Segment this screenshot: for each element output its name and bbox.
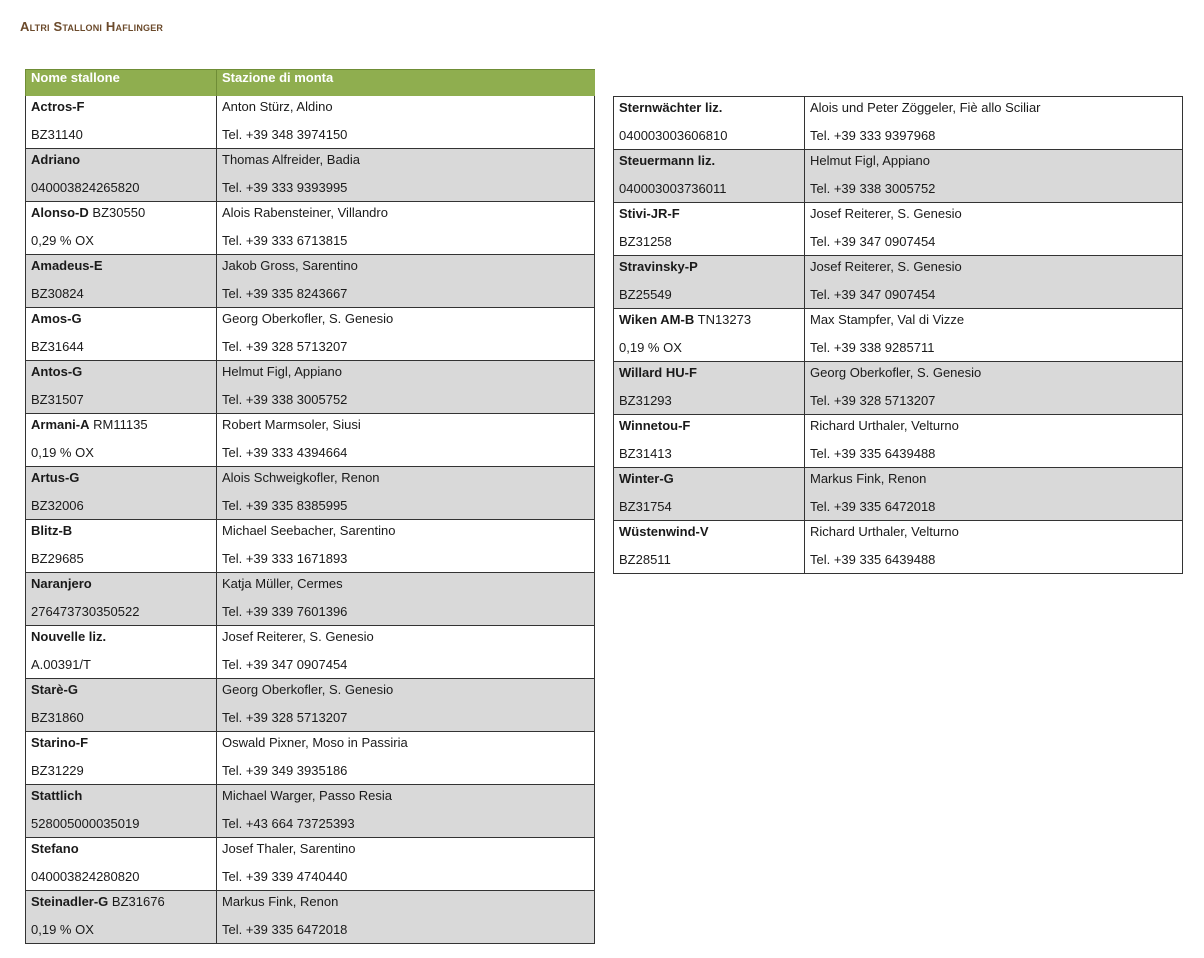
stallion-line1 (31, 361, 211, 387)
station-name: Richard Urthaler, Velturno (810, 524, 959, 539)
table-row (26, 838, 595, 891)
station-name: Markus Fink, Renon (222, 894, 339, 909)
stallion-name: Stefano (31, 841, 79, 856)
stallion-line1 (31, 255, 211, 281)
stallion-cell (26, 573, 217, 626)
table-row (614, 362, 1183, 415)
stallion-line1 (31, 732, 211, 758)
station-name: Jakob Gross, Sarentino (222, 258, 358, 273)
stallion-line1 (619, 521, 799, 547)
table-row (614, 150, 1183, 203)
station-phone: Tel. +39 347 0907454 (222, 657, 348, 672)
station-cell (805, 150, 1183, 203)
table-row (614, 521, 1183, 574)
station-cell (805, 309, 1183, 362)
stallion-id: 040003003606810 (619, 128, 728, 143)
table-row (614, 97, 1183, 150)
stallion-id: BZ31258 (619, 234, 672, 249)
station-cell (217, 467, 595, 520)
stallion-line1 (31, 838, 211, 864)
page-title: Altri Stalloni Haflinger (20, 19, 164, 34)
table-row (26, 573, 595, 626)
stallion-table-left (25, 69, 595, 944)
station-phone: Tel. +39 335 6439488 (810, 552, 936, 567)
stallion-id: BZ31293 (619, 393, 672, 408)
stallion-id: BZ25549 (619, 287, 672, 302)
station-name: Anton Stürz, Aldino (222, 99, 333, 114)
stallion-name: Wüstenwind-V (619, 524, 709, 539)
stallion-id: BZ31413 (619, 446, 672, 461)
stallion-line1 (619, 362, 799, 388)
station-name: Katja Müller, Cermes (222, 576, 343, 591)
station-name: Richard Urthaler, Velturno (810, 418, 959, 433)
station-phone: Tel. +39 333 9397968 (810, 128, 936, 143)
station-phone: Tel. +39 333 6713815 (222, 233, 348, 248)
stallion-id: BZ28511 (619, 552, 671, 567)
stallion-id: BZ31507 (31, 392, 84, 407)
stallion-cell (26, 202, 217, 255)
stallion-name: Nouvelle liz. (31, 629, 107, 644)
station-cell (805, 362, 1183, 415)
stallion-name: Blitz-B (31, 523, 73, 538)
station-phone: Tel. +39 347 0907454 (810, 287, 936, 302)
station-name: Helmut Figl, Appiano (222, 364, 342, 379)
station-phone: Tel. +39 328 5713207 (222, 710, 348, 725)
stallion-line1 (31, 96, 211, 122)
stallion-cell (26, 891, 217, 944)
station-phone: Tel. +39 335 6472018 (810, 499, 936, 514)
stallion-cell (26, 520, 217, 573)
station-cell (805, 97, 1183, 150)
table-row (26, 891, 595, 944)
table-row (26, 361, 595, 414)
table-row (26, 255, 595, 308)
stallion-name: Artus-G (31, 470, 80, 485)
station-name: Alois Schweigkofler, Renon (222, 470, 380, 485)
stallion-id: BZ29685 (31, 551, 84, 566)
stallion-line1 (31, 891, 211, 917)
stallion-id: BZ31644 (31, 339, 84, 354)
station-phone: Tel. +39 347 0907454 (810, 234, 936, 249)
stallion-id: BZ30824 (31, 286, 84, 301)
stallion-table-right (613, 96, 1183, 574)
station-name: Alois und Peter Zöggeler, Fiè allo Sciliar (810, 100, 1041, 115)
stallion-cell (26, 308, 217, 361)
stallion-cell (614, 468, 805, 521)
stallion-name: Armani-A (31, 417, 90, 432)
station-phone: Tel. +39 338 3005752 (810, 181, 936, 196)
stallion-name: Willard HU-F (619, 365, 697, 380)
station-phone: Tel. +39 335 8243667 (222, 286, 348, 301)
stallion-cell (614, 150, 805, 203)
station-name: Josef Reiterer, S. Genesio (810, 206, 962, 221)
stallion-line1 (31, 308, 211, 334)
station-cell (217, 573, 595, 626)
station-cell (217, 202, 595, 255)
station-name: Max Stampfer, Val di Vizze (810, 312, 965, 327)
table-row (614, 415, 1183, 468)
stallion-id: A.00391/T (31, 657, 91, 672)
stallion-name: Amos-G (31, 311, 82, 326)
table-row (26, 149, 595, 202)
station-phone: Tel. +39 335 6439488 (810, 446, 936, 461)
station-cell (217, 361, 595, 414)
stallion-id: BZ31140 (31, 127, 83, 142)
table-row (26, 679, 595, 732)
stallion-line1 (619, 97, 799, 123)
stallion-cell (26, 255, 217, 308)
station-cell (217, 891, 595, 944)
station-cell (217, 255, 595, 308)
table-header-row (26, 70, 595, 97)
stallion-name: Stivi-JR-F (619, 206, 680, 221)
station-cell (217, 626, 595, 679)
stallion-id: 0,29 % OX (31, 233, 94, 248)
station-name: Oswald Pixner, Moso in Passiria (222, 735, 408, 750)
header-station: Stazione di monta (217, 70, 595, 97)
stallion-cell (614, 256, 805, 309)
station-cell (217, 414, 595, 467)
stallion-name: Amadeus-E (31, 258, 103, 273)
stallion-id: 0,19 % OX (619, 340, 682, 355)
station-name: Michael Warger, Passo Resia (222, 788, 393, 803)
station-cell (217, 838, 595, 891)
stallion-name: Steinadler-G (31, 894, 109, 909)
station-name: Robert Marmsoler, Siusi (222, 417, 361, 432)
table-row (26, 414, 595, 467)
stallion-id: 0,19 % OX (31, 445, 94, 460)
station-name: Georg Oberkofler, S. Genesio (810, 365, 982, 380)
stallion-line1 (619, 203, 799, 229)
station-phone: Tel. +39 338 3005752 (222, 392, 348, 407)
stallion-line1 (31, 414, 211, 440)
stallion-id: 528005000035019 (31, 816, 140, 831)
stallion-name: Starino-F (31, 735, 89, 750)
station-cell (217, 149, 595, 202)
stallion-name: Winter-G (619, 471, 674, 486)
station-cell (217, 785, 595, 838)
stallion-name: Alonso-D (31, 205, 89, 220)
stallion-id: 040003824280820 (31, 869, 140, 884)
stallion-code: RM11135 (93, 417, 148, 432)
stallion-line1 (31, 149, 211, 175)
table-row (26, 467, 595, 520)
table-row (614, 203, 1183, 256)
stallion-line1 (31, 573, 211, 599)
table-row (614, 468, 1183, 521)
stallion-id: 040003003736011 (619, 181, 727, 196)
station-phone: Tel. +43 664 73725393 (222, 816, 355, 831)
stallion-line1 (31, 202, 211, 228)
stallion-id: 276473730350522 (31, 604, 140, 619)
stallion-code: BZ30550 (92, 205, 146, 220)
station-phone: Tel. +39 349 3935186 (222, 763, 348, 778)
station-phone: Tel. +39 338 9285711 (810, 340, 935, 355)
stallion-cell (614, 362, 805, 415)
station-name: Markus Fink, Renon (810, 471, 927, 486)
station-name: Georg Oberkofler, S. Genesio (222, 311, 394, 326)
station-phone: Tel. +39 333 1671893 (222, 551, 348, 566)
table-row (614, 309, 1183, 362)
table-row (26, 626, 595, 679)
stallion-line1 (619, 415, 799, 441)
station-phone: Tel. +39 328 5713207 (222, 339, 348, 354)
stallion-id: BZ32006 (31, 498, 84, 513)
header-name: Nome stallone (26, 70, 217, 97)
stallion-cell (614, 415, 805, 468)
station-phone: Tel. +39 335 6472018 (222, 922, 348, 937)
station-name: Georg Oberkofler, S. Genesio (222, 682, 394, 697)
station-phone: Tel. +39 333 9393995 (222, 180, 348, 195)
stallion-cell (26, 838, 217, 891)
station-name: Helmut Figl, Appiano (810, 153, 930, 168)
stallion-id: BZ31860 (31, 710, 84, 725)
station-name: Thomas Alfreider, Badia (222, 152, 361, 167)
station-cell (217, 96, 595, 149)
stallion-line1 (31, 626, 211, 652)
station-name: Josef Thaler, Sarentino (222, 841, 356, 856)
stallion-line1 (619, 468, 799, 494)
station-cell (805, 203, 1183, 256)
table-row (26, 96, 595, 149)
stallion-line1 (31, 785, 211, 811)
stallion-line1 (619, 256, 799, 282)
stallion-line1 (619, 150, 799, 176)
stallion-name: Winnetou-F (619, 418, 691, 433)
station-name: Josef Reiterer, S. Genesio (810, 259, 962, 274)
station-cell (805, 256, 1183, 309)
stallion-id: 0,19 % OX (31, 922, 94, 937)
table-row (26, 308, 595, 361)
table-row (26, 202, 595, 255)
table-row (614, 256, 1183, 309)
station-cell (217, 308, 595, 361)
stallion-name: Wiken AM-B (619, 312, 695, 327)
stallion-cell (26, 732, 217, 785)
station-cell (805, 415, 1183, 468)
stallion-name: Actros-F (31, 99, 85, 114)
stallion-name: Naranjero (31, 576, 92, 591)
stallion-name: Adriano (31, 152, 81, 167)
stallion-cell (26, 626, 217, 679)
stallion-id: BZ31229 (31, 763, 84, 778)
table-row (26, 732, 595, 785)
stallion-name: Stattlich (31, 788, 83, 803)
stallion-name: Starè-G (31, 682, 78, 697)
station-cell (805, 521, 1183, 574)
station-cell (805, 468, 1183, 521)
stallion-cell (26, 414, 217, 467)
stallion-name: Sternwächter liz. (619, 100, 723, 115)
station-cell (217, 732, 595, 785)
station-cell (217, 520, 595, 573)
stallion-name: Stravinsky-P (619, 259, 698, 274)
stallion-line1 (619, 309, 799, 335)
stallion-code: TN13273 (697, 312, 752, 327)
station-cell (217, 679, 595, 732)
stallion-cell (614, 203, 805, 256)
stallion-name: Antos-G (31, 364, 83, 379)
stallion-id: 040003824265820 (31, 180, 140, 195)
station-name: Alois Rabensteiner, Villandro (222, 205, 388, 220)
station-phone: Tel. +39 328 5713207 (810, 393, 936, 408)
stallion-name: Steuermann liz. (619, 153, 716, 168)
stallion-id: BZ31754 (619, 499, 672, 514)
station-phone: Tel. +39 335 8385995 (222, 498, 348, 513)
table-row (26, 785, 595, 838)
stallion-cell (614, 309, 805, 362)
stallion-line1 (31, 467, 211, 493)
stallion-line1 (31, 520, 211, 546)
stallion-cell (614, 97, 805, 150)
stallion-cell (26, 149, 217, 202)
station-phone: Tel. +39 333 4394664 (222, 445, 348, 460)
station-phone: Tel. +39 339 7601396 (222, 604, 348, 619)
station-name: Michael Seebacher, Sarentino (222, 523, 396, 538)
stallion-cell (614, 521, 805, 574)
station-name: Josef Reiterer, S. Genesio (222, 629, 374, 644)
stallion-cell (26, 96, 217, 149)
stallion-line1 (31, 679, 211, 705)
stallion-cell (26, 785, 217, 838)
stallion-cell (26, 467, 217, 520)
stallion-code: BZ31676 (111, 894, 165, 909)
stallion-cell (26, 679, 217, 732)
table-row (26, 520, 595, 573)
stallion-cell (26, 361, 217, 414)
station-phone: Tel. +39 339 4740440 (222, 869, 348, 884)
station-phone: Tel. +39 348 3974150 (222, 127, 348, 142)
